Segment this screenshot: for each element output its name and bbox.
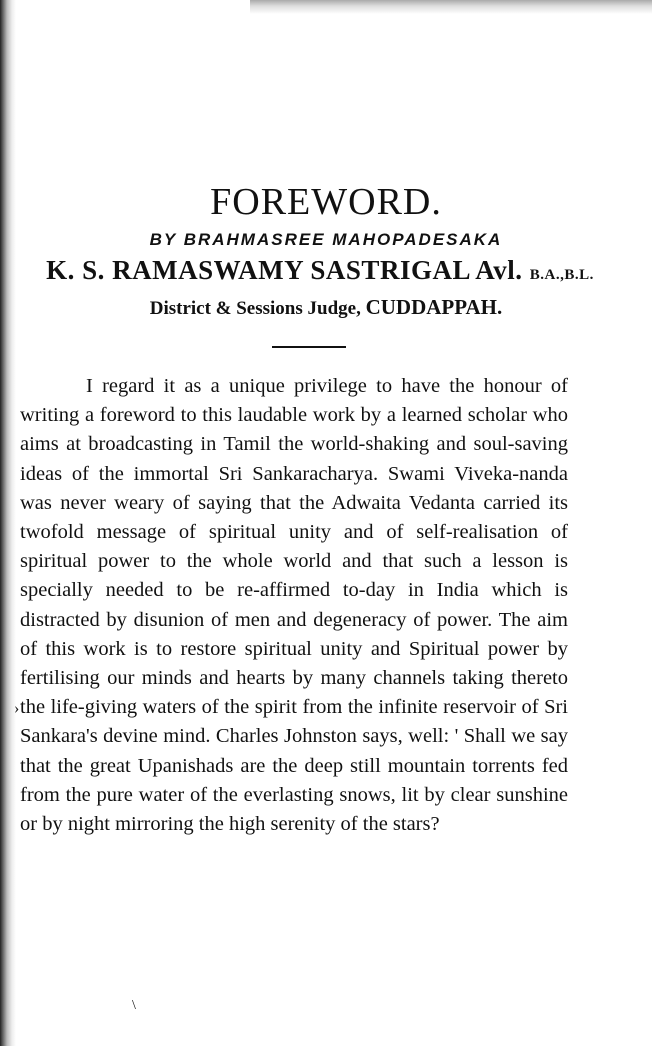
foreword-body: I regard it as a unique privilege to have the honour of writing a foreword to this laudable work by a learned scholar who aims at broadcasting in Tamil the world-shaking and soul-saving ideas of the immortal Sri Sankaracharya. Swami Viveka-nanda was never weary of saying that the Adwaita Vedanta carried its twofold message of spiritual unity and of self-realisation of spiritual power to the whole world and that such a lesson is specially needed to be re-affirmed to-day in India which is distracted by disunion of men and degeneracy of power. The aim of this work is to restore spiritual unity and Spiritual power by fertilising our minds and hearts by many channels taking thereto the life-giving waters of the spirit from the infinite reservoir of Sri Sankara's devine mind. Charles Johnston says, well: ' Shall we say that the great Upanishads are the deep still mountain torrents fed from the pure water of the everlasting snows, lit by clear sunshine or by night mirroring the high serenity of the stars? [20, 375, 568, 836]
margin-mark: › [14, 700, 20, 717]
author-name: K. S. RAMASWAMY SASTRIGAL Avl. [46, 255, 523, 285]
byline: BY BRAHMASREE MAHOPADESAKA [149, 230, 503, 249]
scan-top-shadow [250, 0, 652, 14]
author-line [40, 255, 600, 286]
page-title: FOREWORD. [210, 181, 442, 223]
stray-mark: \ [132, 998, 136, 1013]
position-city: CUDDAPPAH. [365, 295, 503, 319]
scan-edge-shadow [0, 0, 16, 1046]
divider [272, 346, 346, 348]
author-degrees: B.A.,B.L. [529, 267, 594, 283]
position-title: District & Sessions Judge, [149, 298, 361, 319]
author-position [0, 295, 652, 320]
